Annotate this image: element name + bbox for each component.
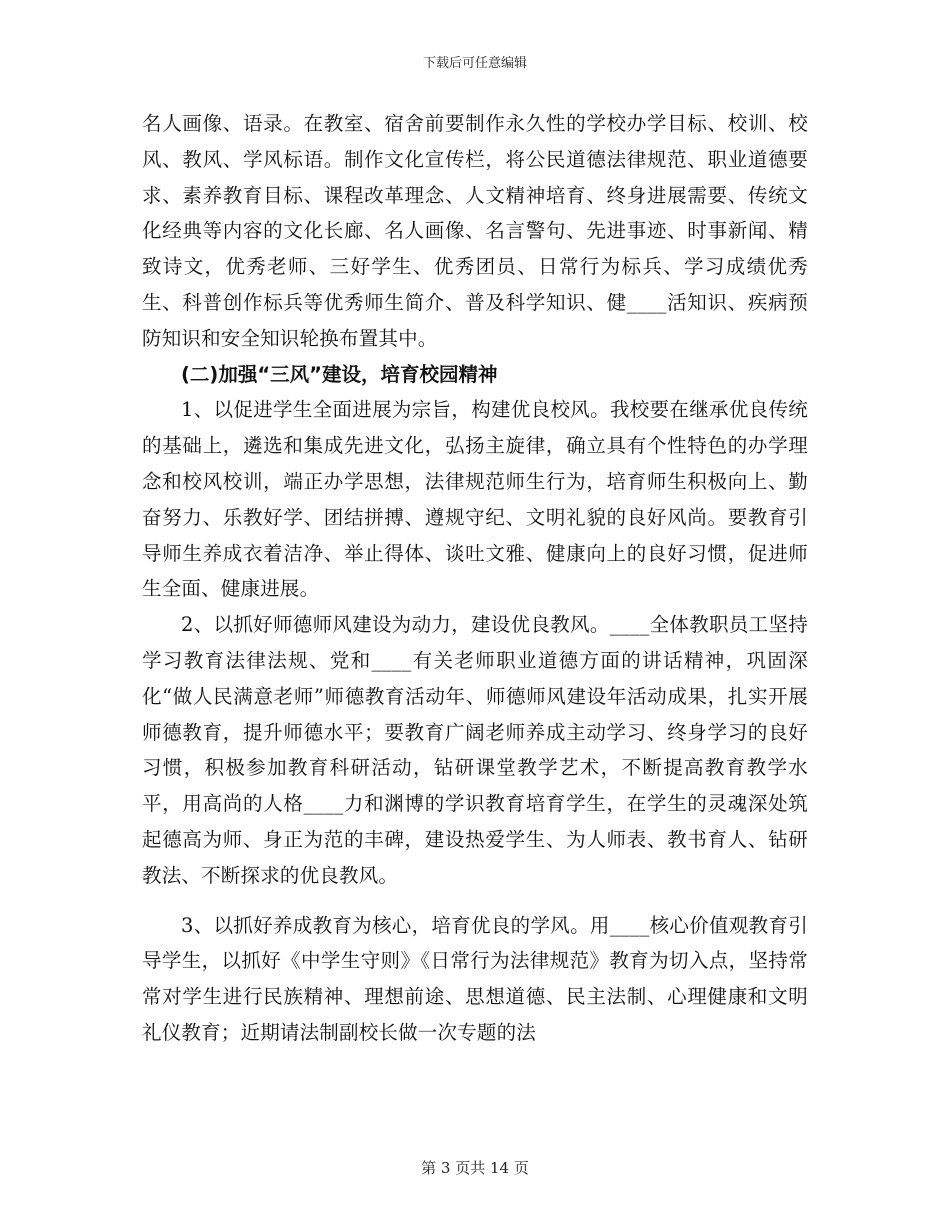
paragraph-school-spirit: 1、以促进学生全面进展为宗旨，构建优良校风。我校要在继承优良传统的基础上，遴选和集成先进文化，弘扬主旋律，确立具有个性特色的办学理念和校风校训，端正办学思想，法律规范师生行为，培育师生积极向上、勤奋努力、乐教好学、团结拼搏、遵规守纪、文明礼貌的良好风尚。要教育引导师生养成衣着洁净、举止得体、谈吐文雅、健康向上的良好习惯，促进师生全面、健康进展。 (142, 398, 808, 601)
document-body (142, 106, 808, 1051)
paragraph-teaching-style: 2、以抓好师德师风建设为动力，建设优良教风。____全体教职员工坚持学习教育法律法规、党和____有关老师职业道德方面的讲话精神，巩固深化“做人民满意老师”师德教育活动年、师德师风建设年活动成果，扎实开展师德教育，提升师德水平；要教育广阔老师养成主动学习、终身学习的良好习惯，积极参加教育科研活动，钻研课堂教学艺术，不断提高教育教学水平，用高尚的人格____力和渊博的学识教育培育学生，在学生的灵魂深处筑起德高为师、身正为范的丰碑，建设热爱学生、为人师表、教书育人、钻研教法、不断探求的优良教风。 (142, 613, 808, 887)
page-header: 下载后可任意编辑 (422, 56, 527, 71)
paragraph-study-style: 3、以抓好养成教育为核心，培育优良的学风。用____核心价值观教育引导学生，以抓好《中学生守则》《日常行为法律规范》教育为切入点，坚持常常对学生进行民族精神、理想前途、思想道德、民主法制、心理健康和文明礼仪教育；近期请法制副校长做一次专题的法 (142, 913, 808, 1044)
paragraph-gap (142, 894, 808, 908)
section-heading: (二)加强“三风”建设，培育校园精神 (181, 362, 498, 386)
paragraph-culture-gallery: 名人画像、语录。在教室、宿舍前要制作永久性的学校办学目标、校训、校风、教风、学风标语。制作文化宣传栏，将公民道德法律规范、职业道德要求、素养教育目标、课程改革理念、人文精神培育、终身进展需要、传统文化经典等内容的文化长廊、名人画像、名言警句、先进事迹、时事新闻、精致诗文，优秀老师、三好学生、优秀团员、日常行为标兵、学习成绩优秀生、科普创作标兵等优秀师生简介、普及科学知识、健____活知识、疾病预防知识和安全知识轮换布置其中。 (142, 112, 808, 350)
page-footer: 第 3 页共 14 页 (421, 1159, 529, 1177)
